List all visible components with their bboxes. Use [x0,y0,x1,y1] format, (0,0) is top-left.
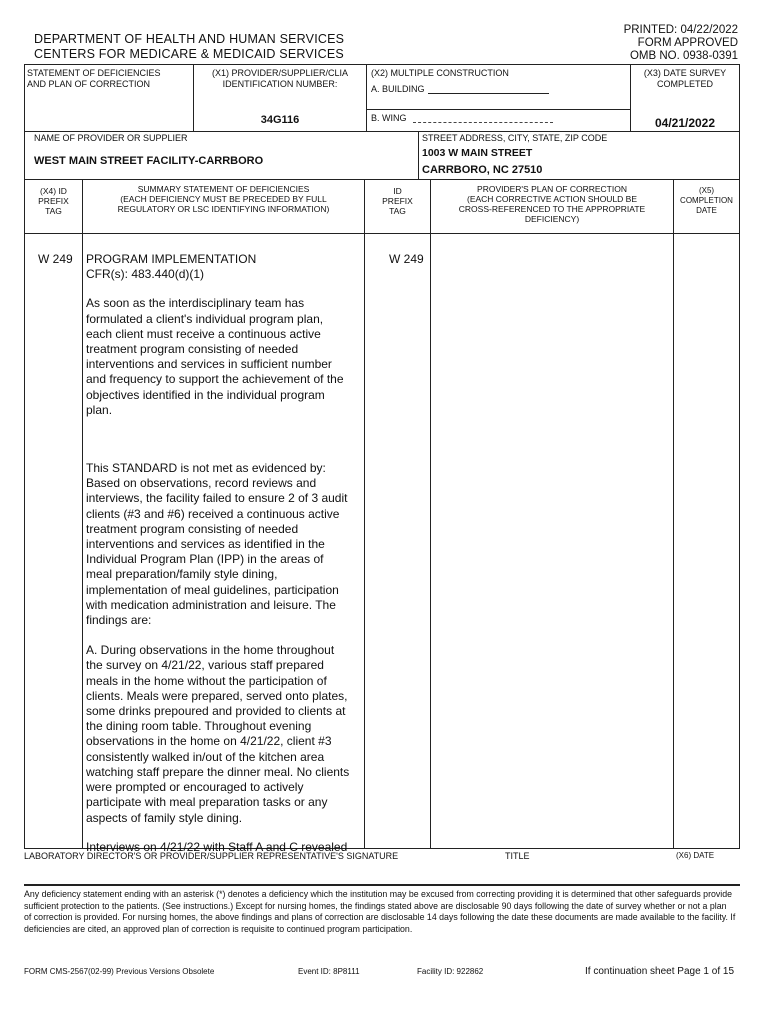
deficiency-title: PROGRAM IMPLEMENTATION CFR(s): 483.440(d)(1) [86,252,257,282]
form-number: FORM CMS-2567(02-99) Previous Versions Obsolete [24,967,215,976]
department-name: DEPARTMENT OF HEALTH AND HUMAN SERVICES [34,32,345,46]
signature-label: LABORATORY DIRECTOR'S OR PROVIDER/SUPPLIER REPRESENTATIVE'S SIGNATURE [24,851,399,861]
provider-name: WEST MAIN STREET FACILITY-CARRBORO [34,155,264,167]
survey-completed-date: 04/21/2022 [654,116,716,130]
wing-label: B. WING [371,113,407,123]
x4-column-header: (X4) ID PREFIX TAG [38,186,69,216]
statement-label: STATEMENT OF DEFICIENCIES AND PLAN OF CORRECTION [27,68,161,89]
finding-a-paragraph: A. During observations in the home throughout the survey on 4/21/22, various staff prepared meals in the home without the participation of clients. Meals were prepared, served onto plates, some drinks prepoured and provided to clients at the dining room table. Throughout evening observations in the home on 4/21/22, client #3 consistently walked in/out of the kitchen area watching staff prepare the dinner meal. No clients were prompted or encouraged to actively participate with meal preparation tasks or any aspects of family style dining. [86,643,350,825]
wing-blank-line [413,122,553,123]
agency-name: CENTERS FOR MEDICARE & MEDICAID SERVICES [34,47,344,61]
x6-date-label: (X6) DATE [676,851,715,860]
address-line-1: 1003 W MAIN STREET [422,147,533,159]
facility-id: Facility ID: 922862 [417,967,484,976]
x5-column-header: (X5) COMPLETION DATE [680,186,733,215]
provider-id-number: 34G116 [260,114,300,126]
regulation-paragraph: As soon as the interdisciplinary team has formulated a client's individual program plan, each client must receive a continuous active treatment program consisting of needed interventions and services in sufficient number and frequency to support the achievement of the objectives identified in the individual program plan. [86,296,344,417]
id-column-header: ID PREFIX TAG [382,186,413,216]
address-line-2: CARRBORO, NC 27510 [422,164,543,176]
event-id: Event ID: 8P8111 [298,967,360,976]
form-approved: FORM APPROVED [637,37,738,49]
interviews-paragraph: Interviews on 4/21/22 with Staff A and C revealed [86,839,348,854]
disclosure-note: Any deficiency statement ending with an asterisk (*) denotes a deficiency which the institution may be excused from correcting providing it is determined that other safeguards provide sufficient protection to the patients. (See instructions.) Except for nursing homes, the findings stated above are disclosable 90 days following the date of survey whether or not a plan of correction is provided. For nursing homes, the above findings and plans of correction are disclosable 14 days following the date these documents are made available to the facility. If deficiencies are cited, an approved plan of correction is requisite to continued program participation. [24,889,736,934]
x2-label: (X2) MULTIPLE CONSTRUCTION [371,68,509,78]
deficiency-tag-left: W 249 [38,252,73,266]
building-label: A. BUILDING [371,84,425,94]
street-address-label: STREET ADDRESS, CITY, STATE, ZIP CODE [422,133,608,143]
page-indicator: If continuation sheet Page 1 of 15 [585,966,734,977]
plan-column-header: PROVIDER'S PLAN OF CORRECTION (EACH CORRECTIVE ACTION SHOULD BE CROSS-REFERENCED TO THE APPROPRIATE DEFICIENCY) [458,184,646,224]
provider-name-label: NAME OF PROVIDER OR SUPPLIER [34,133,188,143]
printed-date: PRINTED: 04/22/2022 [623,24,738,36]
standard-not-met-paragraph: This STANDARD is not met as evidenced by: Based on observations, record reviews and interviews, the facility failed to ensure 2 of 3 audit clients (#3 and #6) received a continuous active treatment program consisting of needed interventions and services as identified in the Individual Program Plan (IPP) in the areas of meal preparation/family style dining, implementation of meal guidelines, participation with medication administration and leisure. The findings are: [86,461,348,628]
summary-column-header: SUMMARY STATEMENT OF DEFICIENCIES (EACH DEFICIENCY MUST BE PRECEDED BY FULL REGULATORY OR LSC IDENTIFYING INFORMATION) [117,184,330,214]
title-label: TITLE [505,851,530,861]
deficiency-text [86,252,362,855]
deficiency-tag-right: W 249 [389,252,424,266]
x1-label: (X1) PROVIDER/SUPPLIER/CLIA IDENTIFICATION NUMBER: [211,68,349,89]
omb-number: OMB NO. 0938-0391 [629,50,738,62]
x3-label: (X3) DATE SURVEY COMPLETED [643,68,727,89]
building-blank-line [428,93,549,94]
